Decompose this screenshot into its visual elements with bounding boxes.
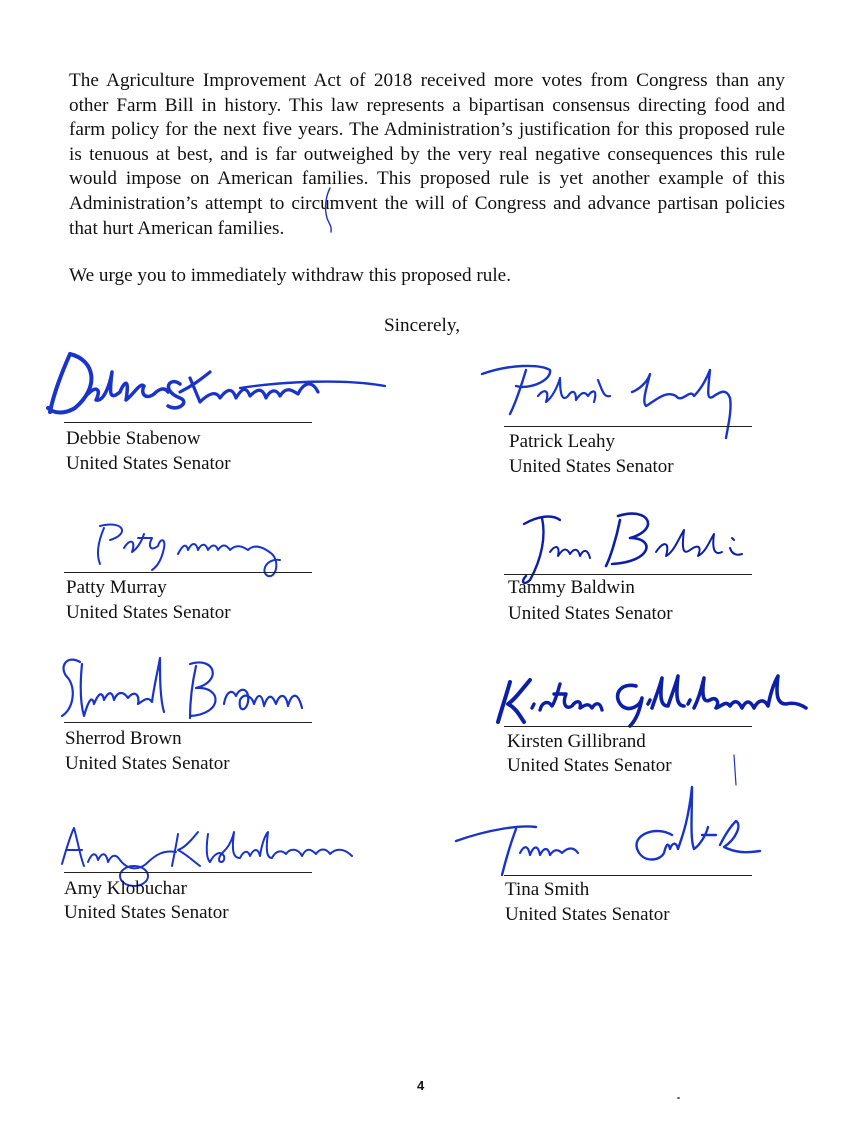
handwritten-mark — [318, 186, 342, 236]
signer-name: Tina Smith — [505, 879, 590, 900]
signature-block — [40, 642, 360, 782]
signature-block — [480, 350, 800, 490]
signature-image — [480, 646, 800, 736]
signer-name: Sherrod Brown — [65, 728, 182, 749]
signer-title: United States Senator — [509, 456, 674, 477]
body-paragraph-1: The Agriculture Improvement Act of 2018 received more votes from Congress than any other Farm Bill in history. This law represents a bipartisan consensus directing food and farm policy for the next five years. The Administration’s justification for this proposed rule is tenuous at best, and is far outweighed by the very real negative consequences this rule would impose on American families. This proposed rule is yet another example of this Administration’s attempt to circumvent the will of Congress and advance partisan policies that hurt American families. — [69, 70, 785, 239]
signature-line — [64, 722, 312, 723]
signer-name: Tammy Baldwin — [508, 577, 635, 598]
signature-block — [480, 795, 800, 935]
signer-title: United States Senator — [64, 902, 229, 923]
signer-name: Debbie Stabenow — [66, 428, 201, 449]
signature-image — [40, 492, 360, 582]
signature-line — [64, 422, 312, 423]
signer-name: Amy Klobuchar — [64, 878, 187, 899]
scan-speck — [677, 1097, 680, 1099]
signer-title: United States Senator — [505, 904, 670, 925]
signature-block — [480, 496, 800, 636]
body-paragraph-2: We urge you to immediately withdraw this proposed rule. — [69, 265, 511, 286]
signer-name: Patty Murray — [66, 577, 167, 598]
signature-line — [504, 426, 752, 427]
signer-title: United States Senator — [507, 755, 672, 776]
signature-line — [504, 875, 752, 876]
signature-block — [40, 792, 360, 932]
signature-image — [40, 642, 360, 732]
page-number: 4 — [417, 1078, 425, 1093]
signer-name: Kirsten Gillibrand — [507, 731, 646, 752]
signature-image — [480, 496, 800, 586]
signature-line — [504, 726, 752, 727]
signer-title: United States Senator — [66, 453, 231, 474]
signature-line — [64, 572, 312, 573]
closing-salutation: Sincerely, — [384, 315, 461, 336]
signer-title: United States Senator — [508, 603, 673, 624]
signature-block — [40, 342, 360, 482]
signature-block — [40, 492, 360, 632]
signature-block — [480, 646, 800, 786]
signature-image — [480, 795, 800, 885]
signature-image — [40, 342, 360, 432]
signer-name: Patrick Leahy — [509, 431, 616, 452]
signature-line — [64, 872, 312, 873]
signer-title: United States Senator — [66, 602, 231, 623]
signature-line — [504, 574, 752, 575]
signature-image — [40, 792, 360, 882]
signer-title: United States Senator — [65, 753, 230, 774]
